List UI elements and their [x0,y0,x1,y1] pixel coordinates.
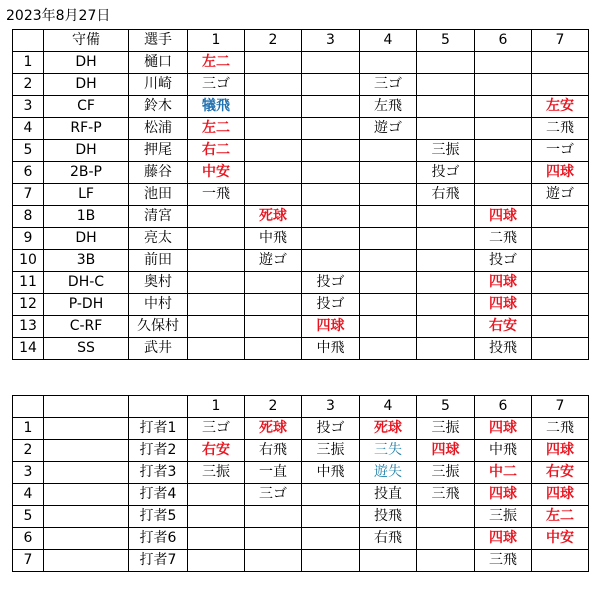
table-row [13,272,589,294]
at-bat-result-inning-4 [360,250,417,272]
at-bat-result-inning-4 [360,272,417,294]
batting-order-number: 10 [13,250,44,272]
at-bat-result-inning-2 [245,272,302,294]
at-bat-result-inning-6: 三飛 [475,550,532,572]
fielding-position: P-DH [44,294,129,316]
table-row [13,206,589,228]
at-bat-result-inning-3 [302,506,360,528]
lineup-header-row [13,30,589,52]
header-inning-7: 7 [532,396,589,418]
header-player: 選手 [129,30,188,52]
at-bat-result-inning-7 [532,338,589,360]
at-bat-result-inning-4: 三ゴ [360,74,417,96]
at-bat-result-inning-1 [188,506,245,528]
row-number: 7 [13,550,44,572]
header-inning-6: 6 [475,30,532,52]
batting-order-number: 11 [13,272,44,294]
batting-order-number: 13 [13,316,44,338]
at-bat-result-inning-2 [245,338,302,360]
empty-cell [44,550,129,572]
table-row [13,550,589,572]
at-bat-result-inning-2: 死球 [245,206,302,228]
at-bat-result-inning-6 [475,184,532,206]
batting-order-number: 8 [13,206,44,228]
batting-order-number: 5 [13,140,44,162]
empty-cell [44,506,129,528]
at-bat-result-inning-5 [417,506,475,528]
empty-cell [44,528,129,550]
at-bat-result-inning-4 [360,52,417,74]
at-bat-result-inning-4 [360,162,417,184]
batting-order-number: 3 [13,96,44,118]
at-bat-result-inning-7: 左二 [532,506,589,528]
header-inning-5: 5 [417,30,475,52]
at-bat-result-inning-5: 三振 [417,140,475,162]
at-bat-result-inning-3: 投ゴ [302,418,360,440]
at-bat-result-inning-1: 一飛 [188,184,245,206]
batter-label: 打者4 [129,484,188,506]
at-bat-result-inning-6: 投飛 [475,338,532,360]
at-bat-result-inning-7: 中安 [532,528,589,550]
at-bat-result-inning-3 [302,550,360,572]
at-bat-result-inning-1: 犠飛 [188,96,245,118]
inning-header-row [13,396,589,418]
batting-order-number: 6 [13,162,44,184]
at-bat-result-inning-2 [245,506,302,528]
batter-label: 打者5 [129,506,188,528]
table-row [13,528,589,550]
row-number: 6 [13,528,44,550]
at-bat-result-inning-7: 左安 [532,96,589,118]
at-bat-result-inning-7 [532,294,589,316]
at-bat-result-inning-2 [245,140,302,162]
player-name: 亮太 [129,228,188,250]
at-bat-result-inning-5: 三振 [417,418,475,440]
batter-label: 打者3 [129,462,188,484]
player-name: 中村 [129,294,188,316]
player-name: 池田 [129,184,188,206]
at-bat-result-inning-1: 左二 [188,52,245,74]
table-row [13,118,589,140]
at-bat-result-inning-2 [245,184,302,206]
batter-label: 打者7 [129,550,188,572]
table-row [13,140,589,162]
player-name: 奥村 [129,272,188,294]
table-row [13,338,589,360]
header-position: 守備 [44,30,129,52]
at-bat-result-inning-1: 三ゴ [188,74,245,96]
at-bat-result-inning-7: 四球 [532,484,589,506]
at-bat-result-inning-1: 中安 [188,162,245,184]
at-bat-result-inning-2 [245,96,302,118]
at-bat-result-inning-3 [302,140,360,162]
at-bat-result-inning-1: 右二 [188,140,245,162]
at-bat-result-inning-4: 三失 [360,440,417,462]
table-row [13,250,589,272]
at-bat-result-inning-5 [417,550,475,572]
at-bat-result-inning-2 [245,294,302,316]
table-row [13,52,589,74]
batting-order-number: 14 [13,338,44,360]
at-bat-result-inning-5: 四球 [417,440,475,462]
at-bat-result-inning-6: 四球 [475,484,532,506]
table-row [13,440,589,462]
at-bat-result-inning-4 [360,184,417,206]
at-bat-result-inning-2: 遊ゴ [245,250,302,272]
at-bat-result-inning-4 [360,206,417,228]
at-bat-result-inning-6: 四球 [475,294,532,316]
table-row [13,484,589,506]
at-bat-result-inning-3: 四球 [302,316,360,338]
table-row [13,506,589,528]
player-name: 藤谷 [129,162,188,184]
table-row [13,228,589,250]
at-bat-result-inning-4 [360,550,417,572]
at-bat-result-inning-3 [302,52,360,74]
at-bat-result-inning-4 [360,228,417,250]
at-bat-result-inning-1 [188,484,245,506]
header-empty-cell [129,396,188,418]
batting-order-number: 1 [13,52,44,74]
at-bat-result-inning-5 [417,74,475,96]
at-bat-result-inning-2: 右飛 [245,440,302,462]
row-number: 1 [13,418,44,440]
at-bat-result-inning-5 [417,250,475,272]
at-bat-result-inning-7: 四球 [532,440,589,462]
at-bat-result-inning-5: 投ゴ [417,162,475,184]
at-bat-result-inning-4 [360,140,417,162]
at-bat-result-inning-5 [417,96,475,118]
at-bat-result-inning-1 [188,294,245,316]
at-bat-result-inning-5: 右飛 [417,184,475,206]
at-bat-result-inning-6 [475,74,532,96]
at-bat-result-inning-5: 三飛 [417,484,475,506]
at-bat-result-inning-1: 三振 [188,462,245,484]
at-bat-result-inning-7 [532,250,589,272]
player-name: 押尾 [129,140,188,162]
at-bat-result-inning-7 [532,316,589,338]
at-bat-result-inning-2 [245,162,302,184]
empty-cell [44,440,129,462]
at-bat-result-inning-4 [360,294,417,316]
player-name: 樋口 [129,52,188,74]
at-bat-result-inning-5 [417,316,475,338]
fielding-position: CF [44,96,129,118]
table-row [13,294,589,316]
at-bat-result-inning-3 [302,228,360,250]
at-bat-result-inning-6: 四球 [475,272,532,294]
at-bat-result-inning-5: 三振 [417,462,475,484]
player-name: 前田 [129,250,188,272]
header-inning-3: 3 [302,30,360,52]
at-bat-result-inning-7 [532,272,589,294]
at-bat-result-inning-6 [475,118,532,140]
header-inning-1: 1 [188,396,245,418]
at-bat-result-inning-5 [417,338,475,360]
at-bat-result-inning-7: 右安 [532,462,589,484]
at-bat-result-inning-6: 三振 [475,506,532,528]
fielding-position: 2B-P [44,162,129,184]
header-empty-cell [13,30,44,52]
empty-cell [44,418,129,440]
at-bat-result-inning-5 [417,52,475,74]
row-number: 2 [13,440,44,462]
table-row [13,418,589,440]
at-bat-result-inning-3 [302,528,360,550]
batter-inning-table [12,395,589,572]
at-bat-result-inning-1 [188,316,245,338]
fielding-position: SS [44,338,129,360]
player-name: 久保村 [129,316,188,338]
at-bat-result-inning-7: 四球 [532,162,589,184]
at-bat-result-inning-2: 三ゴ [245,484,302,506]
fielding-position: 1B [44,206,129,228]
at-bat-result-inning-5 [417,294,475,316]
batter-label: 打者2 [129,440,188,462]
at-bat-result-inning-6: 右安 [475,316,532,338]
batting-order-number: 2 [13,74,44,96]
at-bat-result-inning-1 [188,338,245,360]
fielding-position: DH-C [44,272,129,294]
player-name: 鈴木 [129,96,188,118]
at-bat-result-inning-3 [302,96,360,118]
at-bat-result-inning-2: 一直 [245,462,302,484]
at-bat-result-inning-7: 一ゴ [532,140,589,162]
header-inning-2: 2 [245,30,302,52]
at-bat-result-inning-3: 投ゴ [302,294,360,316]
player-name: 武井 [129,338,188,360]
row-number: 5 [13,506,44,528]
at-bat-result-inning-1 [188,528,245,550]
at-bat-result-inning-1 [188,250,245,272]
at-bat-result-inning-1 [188,550,245,572]
header-inning-4: 4 [360,396,417,418]
at-bat-result-inning-6 [475,140,532,162]
at-bat-result-inning-6: 投ゴ [475,250,532,272]
at-bat-result-inning-5 [417,228,475,250]
at-bat-result-inning-3: 中飛 [302,338,360,360]
table-row [13,184,589,206]
at-bat-result-inning-1 [188,228,245,250]
at-bat-result-inning-4: 死球 [360,418,417,440]
header-inning-7: 7 [532,30,589,52]
at-bat-result-inning-6 [475,52,532,74]
batting-order-number: 9 [13,228,44,250]
at-bat-result-inning-1 [188,206,245,228]
at-bat-result-inning-2 [245,52,302,74]
player-name: 清宮 [129,206,188,228]
at-bat-result-inning-3: 三振 [302,440,360,462]
batting-order-number: 7 [13,184,44,206]
header-inning-5: 5 [417,396,475,418]
at-bat-result-inning-5 [417,528,475,550]
at-bat-result-inning-3 [302,206,360,228]
at-bat-result-inning-5 [417,206,475,228]
batting-order-number: 4 [13,118,44,140]
at-bat-result-inning-4 [360,316,417,338]
empty-cell [44,484,129,506]
batter-label: 打者6 [129,528,188,550]
row-number: 3 [13,462,44,484]
at-bat-result-inning-2: 死球 [245,418,302,440]
at-bat-result-inning-4: 遊ゴ [360,118,417,140]
at-bat-result-inning-7: 二飛 [532,118,589,140]
at-bat-result-inning-2 [245,316,302,338]
header-inning-3: 3 [302,396,360,418]
batter-label: 打者1 [129,418,188,440]
at-bat-result-inning-7 [532,52,589,74]
at-bat-result-inning-6: 中飛 [475,440,532,462]
at-bat-result-inning-6 [475,96,532,118]
at-bat-result-inning-7: 二飛 [532,418,589,440]
at-bat-result-inning-6 [475,162,532,184]
player-name: 松浦 [129,118,188,140]
at-bat-result-inning-4: 左飛 [360,96,417,118]
at-bat-result-inning-6: 四球 [475,418,532,440]
at-bat-result-inning-1: 左二 [188,118,245,140]
at-bat-result-inning-1 [188,272,245,294]
at-bat-result-inning-2: 中飛 [245,228,302,250]
header-inning-4: 4 [360,30,417,52]
at-bat-result-inning-2 [245,550,302,572]
at-bat-result-inning-5 [417,118,475,140]
header-inning-2: 2 [245,396,302,418]
at-bat-result-inning-3 [302,184,360,206]
at-bat-result-inning-7 [532,228,589,250]
fielding-position: C-RF [44,316,129,338]
at-bat-result-inning-4 [360,338,417,360]
empty-cell [44,462,129,484]
fielding-position: DH [44,228,129,250]
date-title: 2023年8月27日 [6,8,111,24]
fielding-position: LF [44,184,129,206]
batting-order-number: 12 [13,294,44,316]
header-inning-1: 1 [188,30,245,52]
table-row [13,74,589,96]
table-row [13,96,589,118]
player-name: 川崎 [129,74,188,96]
fielding-position: RF-P [44,118,129,140]
at-bat-result-inning-3 [302,484,360,506]
at-bat-result-inning-7: 遊ゴ [532,184,589,206]
fielding-position: 3B [44,250,129,272]
fielding-position: DH [44,74,129,96]
at-bat-result-inning-3 [302,74,360,96]
header-inning-6: 6 [475,396,532,418]
at-bat-result-inning-4: 投飛 [360,506,417,528]
at-bat-result-inning-4: 右飛 [360,528,417,550]
at-bat-result-inning-5 [417,272,475,294]
at-bat-result-inning-3 [302,118,360,140]
header-empty-cell [44,396,129,418]
at-bat-result-inning-7 [532,74,589,96]
at-bat-result-inning-6: 二飛 [475,228,532,250]
at-bat-result-inning-3: 中飛 [302,462,360,484]
at-bat-result-inning-2 [245,74,302,96]
table-row [13,316,589,338]
at-bat-result-inning-6: 四球 [475,528,532,550]
row-number: 4 [13,484,44,506]
table-row [13,162,589,184]
at-bat-result-inning-3 [302,162,360,184]
at-bat-result-inning-2 [245,528,302,550]
at-bat-result-inning-4: 遊失 [360,462,417,484]
at-bat-result-inning-6: 四球 [475,206,532,228]
at-bat-result-inning-1: 三ゴ [188,418,245,440]
header-empty-cell [13,396,44,418]
table-row [13,462,589,484]
fielding-position: DH [44,52,129,74]
at-bat-result-inning-3 [302,250,360,272]
at-bat-result-inning-1: 右安 [188,440,245,462]
at-bat-result-inning-3: 投ゴ [302,272,360,294]
at-bat-result-inning-6: 中二 [475,462,532,484]
at-bat-result-inning-7 [532,206,589,228]
fielding-position: DH [44,140,129,162]
at-bat-result-inning-7 [532,550,589,572]
lineup-table [12,29,589,360]
at-bat-result-inning-2 [245,118,302,140]
at-bat-result-inning-4: 投直 [360,484,417,506]
